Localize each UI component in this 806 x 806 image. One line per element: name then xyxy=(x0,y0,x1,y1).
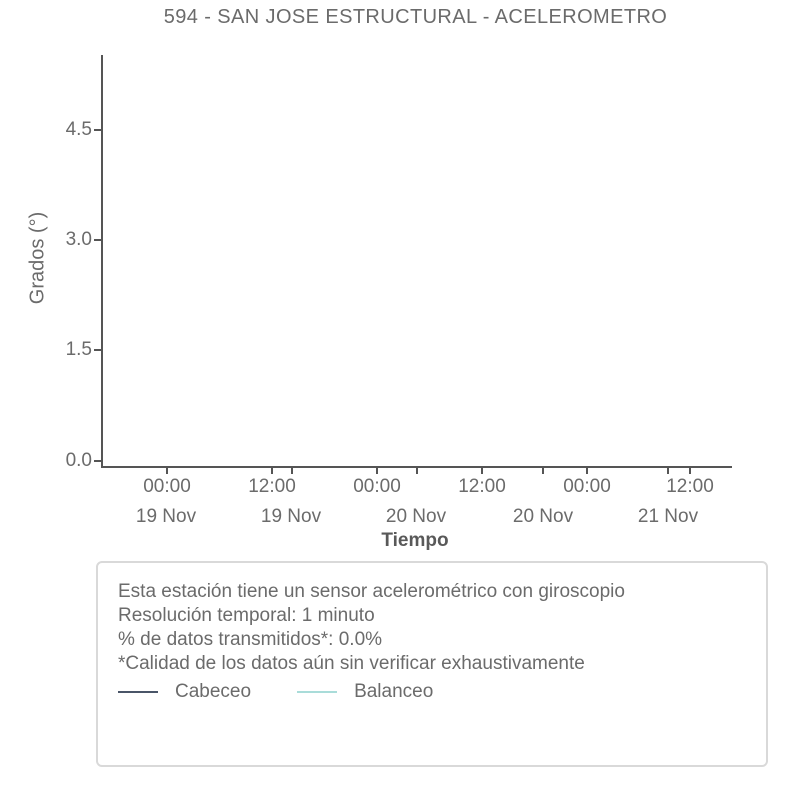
x-tick-mark xyxy=(481,468,483,474)
legend-item-balanceo[interactable] xyxy=(297,681,433,703)
x-tick-mark xyxy=(271,468,273,474)
x-tick-mark xyxy=(586,468,588,474)
chart-title: 594 - SAN JOSE ESTRUCTURAL - ACELEROMETRO xyxy=(163,6,668,28)
cabeceo-line-swatch xyxy=(118,691,158,693)
x-tick-label-time: 12:00 xyxy=(666,476,714,497)
info-line-resolution: Resolución temporal: 1 minuto xyxy=(118,605,375,626)
x-tick-label-time: 00:00 xyxy=(143,476,191,497)
y-tick-mark xyxy=(94,460,101,462)
y-tick-label: 0.0 xyxy=(65,450,92,471)
x-date-tick-mark xyxy=(291,468,293,474)
x-tick-label-time: 12:00 xyxy=(248,476,296,497)
y-axis-label: Grados (°) xyxy=(26,211,49,305)
x-tick-label-date: 20 Nov xyxy=(385,506,447,527)
legend-label: Cabeceo xyxy=(175,681,252,702)
y-tick-mark xyxy=(94,349,101,351)
plot-area xyxy=(103,56,731,466)
y-tick-label: 1.5 xyxy=(65,339,92,360)
x-tick-label-date: 19 Nov xyxy=(260,506,322,527)
x-tick-mark xyxy=(689,468,691,474)
legend-label: Balanceo xyxy=(354,681,434,702)
info-line-transmitted: % de datos transmitidos*: 0.0% xyxy=(118,629,383,650)
x-tick-label-time: 00:00 xyxy=(563,476,611,497)
balanceo-line-swatch xyxy=(297,691,337,693)
x-date-tick-mark xyxy=(542,468,544,474)
y-axis-line xyxy=(101,55,103,468)
x-tick-mark xyxy=(166,468,168,474)
x-tick-label-date: 19 Nov xyxy=(135,506,197,527)
x-date-tick-mark xyxy=(667,468,669,474)
station-info-box xyxy=(96,561,768,767)
legend-item-cabeceo[interactable] xyxy=(118,681,251,703)
y-tick-label: 4.5 xyxy=(65,119,92,140)
x-tick-label-date: 21 Nov xyxy=(637,506,699,527)
x-tick-label-time: 12:00 xyxy=(458,476,506,497)
x-axis-title: Tiempo xyxy=(381,530,449,551)
x-tick-mark xyxy=(376,468,378,474)
y-tick-label: 3.0 xyxy=(65,229,92,250)
x-tick-label-time: 00:00 xyxy=(353,476,401,497)
info-line-sensor: Esta estación tiene un sensor acelerométrico con giroscopio xyxy=(118,581,625,602)
y-tick-mark xyxy=(94,239,101,241)
legend xyxy=(118,681,746,703)
info-line-quality-note: *Calidad de los datos aún sin verificar exhaustivamente xyxy=(118,653,585,674)
x-date-tick-mark xyxy=(416,468,418,474)
x-tick-label-date: 20 Nov xyxy=(512,506,574,527)
y-tick-mark xyxy=(94,129,101,131)
